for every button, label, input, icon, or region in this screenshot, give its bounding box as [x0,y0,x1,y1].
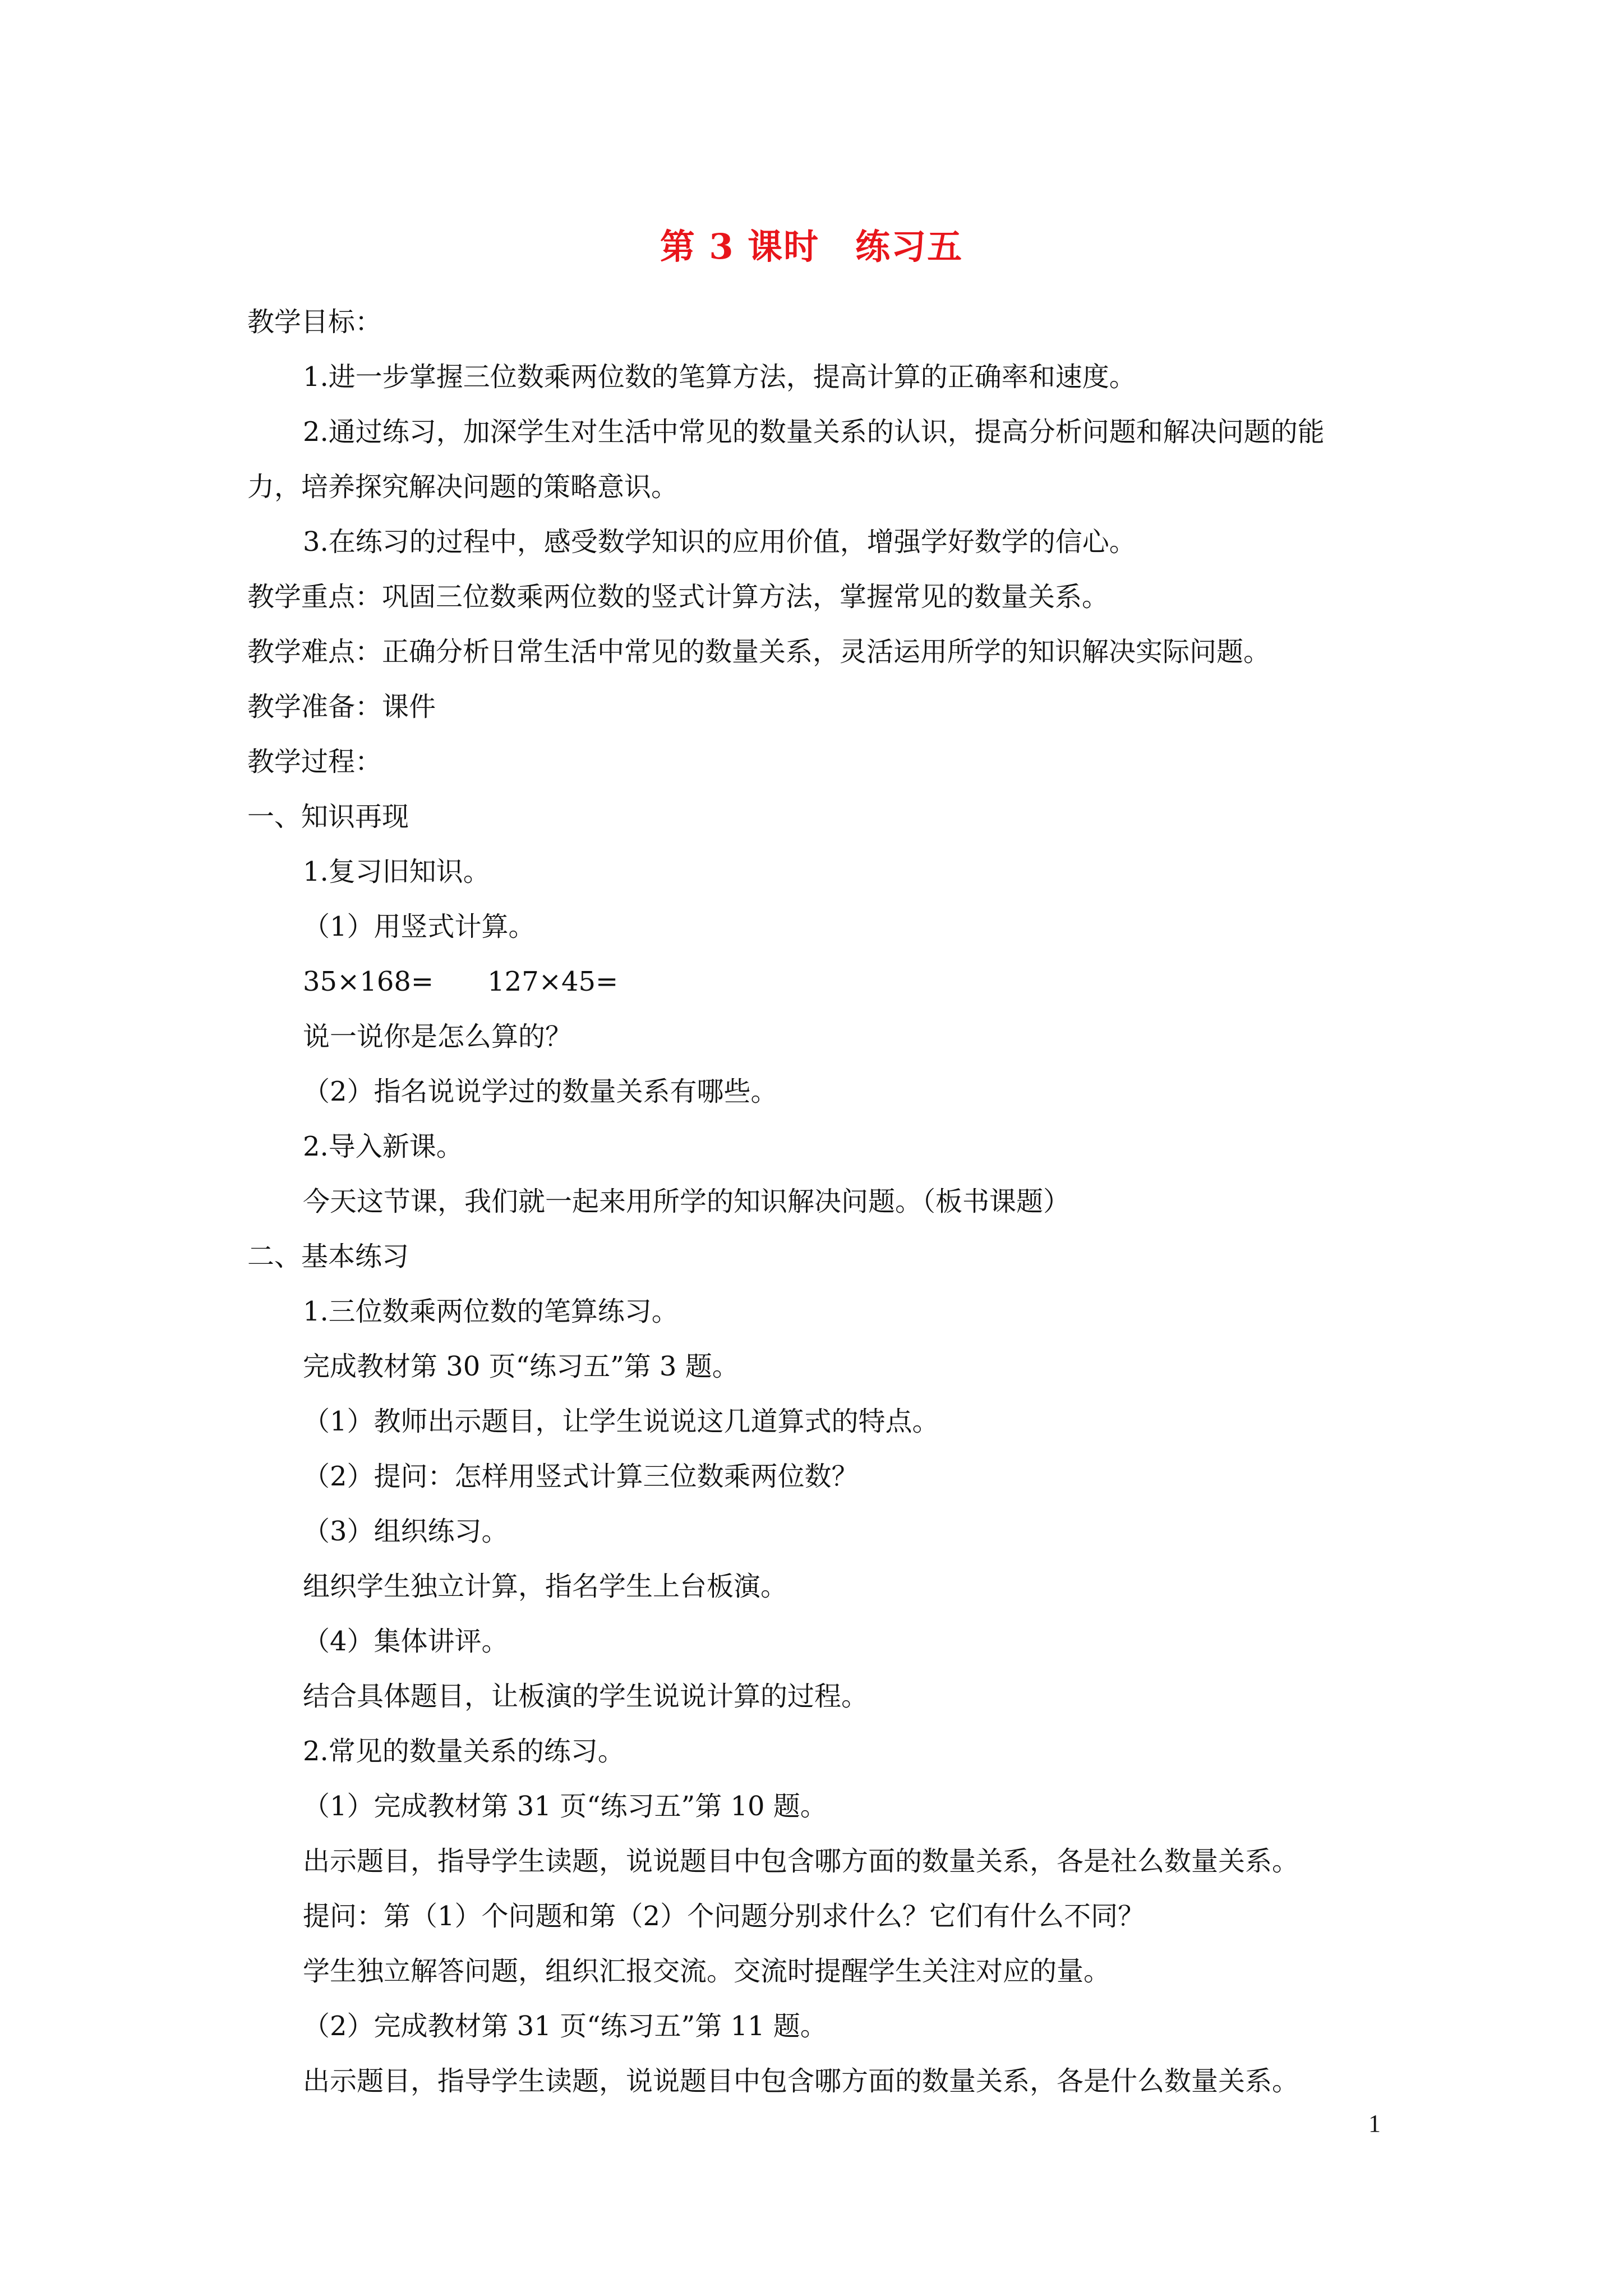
text-line: 3.在练习的过程中，感受数学知识的应用价值，增强学好数学的信心。 [303,526,1136,558]
text-line: 2.导入新课。 [303,1131,463,1162]
text-line: 结合具体题目，让板演的学生说说计算的过程。 [303,1681,869,1712]
page-number: 1 [1368,2110,1381,2137]
text-line: 2.通过练习，加深学生对生活中常见的数量关系的认识，提高分析问题和解决问题的能 [303,416,1325,448]
text-line: 教学目标： [247,306,382,338]
text-line: 出示题目，指导学生读题，说说题目中包含哪方面的数量关系，各是社么数量关系。 [303,1846,1299,1877]
text-line: 1.进一步掌握三位数乘两位数的笔算方法，提高计算的正确率和速度。 [303,361,1136,393]
section-heading: 二、基本练习 [247,1241,409,1272]
text-line: 出示题目，指导学生读题，说说题目中包含哪方面的数量关系，各是什么数量关系。 [303,2065,1299,2097]
section-heading: 一、知识再现 [247,801,409,832]
text-line: 组织学生独立计算，指名学生上台板演。 [303,1571,788,1602]
text-line: （2）提问：怎样用竖式计算三位数乘两位数？ [303,1461,859,1492]
page-title: 第 3 课时 练习五 [660,226,963,267]
text-line: （1）教师出示题目，让学生说说这几道算式的特点。 [303,1406,939,1437]
text-line: （1）用竖式计算。 [303,911,536,942]
text-line: （4）集体讲评。 [303,1626,509,1657]
text-line: 力，培养探究解决问题的策略意识。 [247,471,679,503]
text-line: 教学过程： [247,746,382,777]
text-line: 教学难点：正确分析日常生活中常见的数量关系，灵活运用所学的知识解决实际问题。 [247,636,1271,668]
text-line: 1.复习旧知识。 [303,856,490,887]
text-line: （1）完成教材第 31 页“练习五”第 10 题。 [303,1791,827,1822]
text-line: （3）组织练习。 [303,1516,509,1547]
text-line: 2.常见的数量关系的练习。 [303,1736,625,1767]
text-line: 说一说你是怎么算的？ [303,1021,573,1052]
text-line: 教学重点：巩固三位数乘两位数的竖式计算方法，掌握常见的数量关系。 [247,581,1109,613]
text-line: 提问：第（1）个问题和第（2）个问题分别求什么？它们有什么不同？ [303,1901,1145,1932]
text-line: 学生独立解答问题，组织汇报交流。交流时提醒学生关注对应的量。 [303,1955,1111,1987]
text-line: （2）指名说说学过的数量关系有哪些。 [303,1076,778,1107]
text-line: 教学准备：课件 [247,691,436,723]
text-line: 今天这节课，我们就一起来用所学的知识解决问题。（板书课题） [303,1186,1071,1217]
text-line: 1.三位数乘两位数的笔算练习。 [303,1296,679,1327]
text-line: （2）完成教材第 31 页“练习五”第 11 题。 [303,2010,827,2042]
text-line: 完成教材第 30 页“练习五”第 3 题。 [303,1351,739,1382]
text-line: 35×168= 127×45= [303,966,619,997]
